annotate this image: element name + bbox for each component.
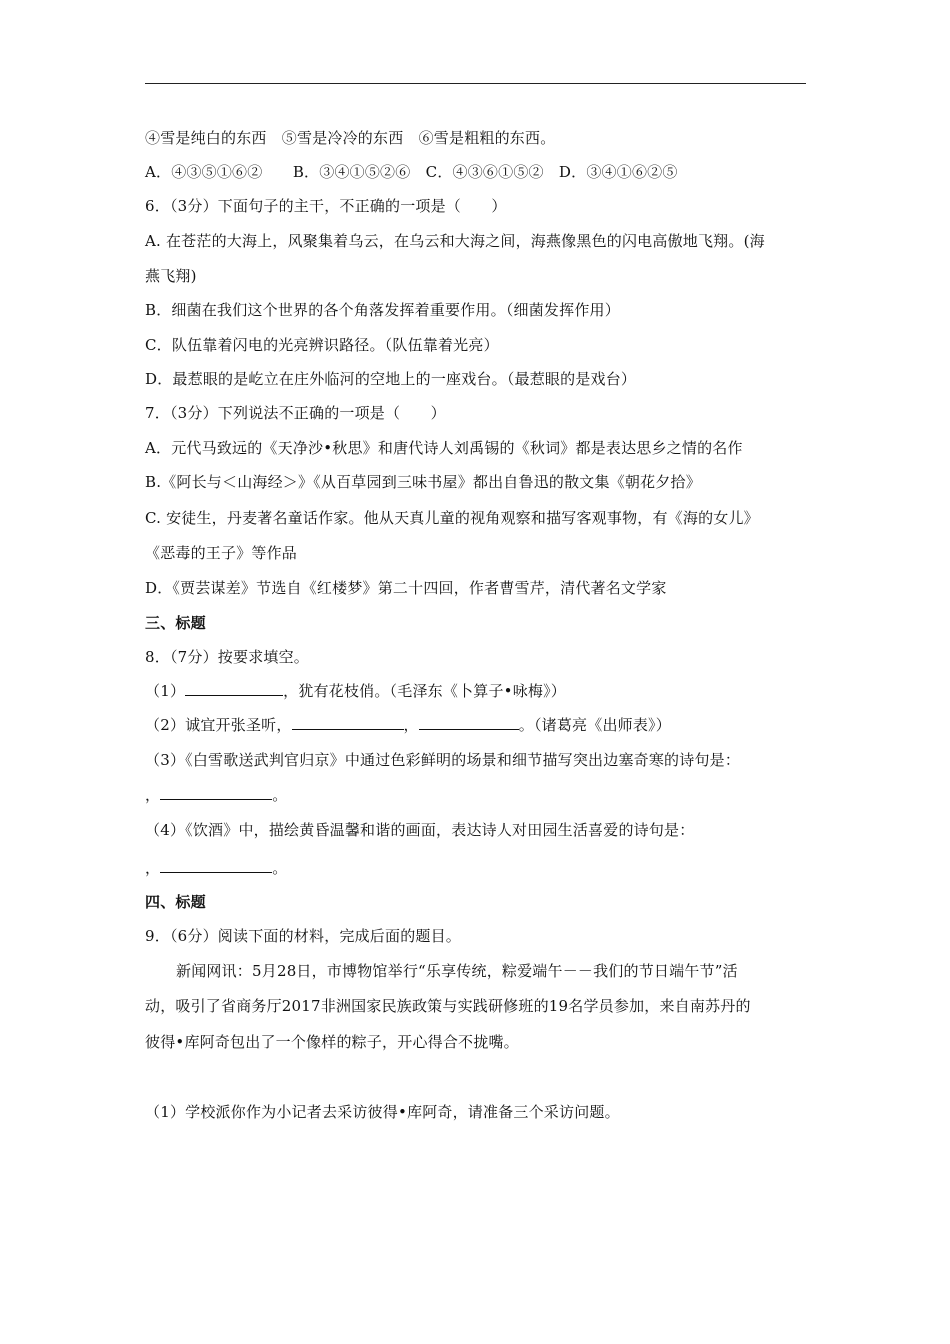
answer-comma: ， [145,786,161,804]
q8-item-2-mid: ， [403,716,419,734]
q8-item-1 [145,681,810,701]
q8-item-1-suffix: ，犹有花枝俏。（毛泽东《卜算子•咏梅》） [283,682,567,700]
q6-option-b: B．细菌在我们这个世界的各个角落发挥着重要作用。（细菌发挥作用） [145,301,620,319]
q8-item-2-prefix: （2）诚宜开张圣听， [145,716,292,734]
q7-option-c: C. 安徒生，丹麦著名童话作家。他从天真儿童的视角观察和描写客观事物，有《海的女儿》 [145,509,759,527]
q6-option-d: D．最惹眼的是屹立在庄外临河的空地上的一座戏台。（最惹眼的是戏台） [145,370,637,388]
option-line-4-6: ④雪是纯白的东西 ⑤雪是冷冷的东西 ⑥雪是粗粗的东西。 [145,129,556,147]
q7-stem: 7．（3分）下列说法不正确的一项是（ ） [145,404,446,422]
q8-item-3-answer [145,785,810,805]
news-paragraph-line-2: 动，吸引了省商务厅2017非洲国家民族政策与实践研修班的19名学员参加，来自南苏丹的 [145,997,751,1015]
header-rule [145,83,806,84]
q7-option-a: A．元代马致远的《天净沙•秋思》和唐代诗人刘禹锡的《秋词》都是表达思乡之情的名作 [145,439,743,457]
q8-item-4: （4）《饮酒》中，描绘黄昏温馨和谐的画面，表达诗人对田园生活喜爱的诗句是： [145,821,695,839]
answer-comma: ， [145,859,161,877]
answer-period: 。 [272,859,288,877]
fill-blank[interactable] [160,785,272,800]
q6-option-a: A. 在苍茫的大海上，风聚集着乌云，在乌云和大海之间，海燕像黑色的闪电高傲地飞翔。(海 [145,232,765,250]
q6-stem: 6．（3分）下面句子的主干，不正确的一项是（ ） [145,197,507,215]
q9-stem: 9．（6分）阅读下面的材料，完成后面的题目。 [145,927,461,945]
section-heading-4: 四、标题 [145,893,206,911]
q8-item-2-suffix: 。（诸葛亮《出师表》） [518,716,671,734]
fill-blank[interactable] [419,715,519,730]
fill-blank[interactable] [292,715,404,730]
q8-stem: 8．（7分）按要求填空。 [145,648,309,666]
answer-period: 。 [272,786,288,804]
q5-choices: A．④③⑤①⑥② B．③④①⑤②⑥ C．④③⑥①⑤② D．③④①⑥②⑤ [145,163,678,181]
q6-option-c: C．队伍靠着闪电的光亮辨识路径。（队伍靠着光亮） [145,336,499,354]
section-heading-3: 三、标题 [145,614,206,632]
q8-item-3: （3）《白雪歌送武判官归京》中通过色彩鲜明的场景和细节描写突出边塞奇寒的诗句是： [145,751,741,769]
fill-blank[interactable] [185,681,283,696]
news-paragraph-line-3: 彼得•库阿奇包出了一个像样的粽子，开心得合不拢嘴。 [145,1033,519,1051]
q6-option-a-cont: 燕飞翔) [145,267,197,285]
q8-item-1-prefix: （1） [145,682,186,700]
q7-option-b: B.《阿长与＜山海经＞》《从百草园到三味书屋》都出自鲁迅的散文集《朝花夕拾》 [145,473,701,491]
q8-item-2 [145,715,810,735]
q7-option-d: D．《贾芸谋差》节选自《红楼梦》第二十四回，作者曹雪芹，清代著名文学家 [145,579,667,597]
q9-sub-1: （1）学校派你作为小记者去采访彼得•库阿奇，请准备三个采访问题。 [145,1103,620,1121]
news-paragraph-line-1: 新闻网讯：5月28日，市博物馆举行“乐享传统，粽爱端午－－我们的节日端午节”活 [176,962,738,980]
fill-blank[interactable] [160,858,272,873]
q8-item-4-answer [145,858,810,878]
q7-option-c-cont: 《恶毒的王子》等作品 [145,544,298,562]
